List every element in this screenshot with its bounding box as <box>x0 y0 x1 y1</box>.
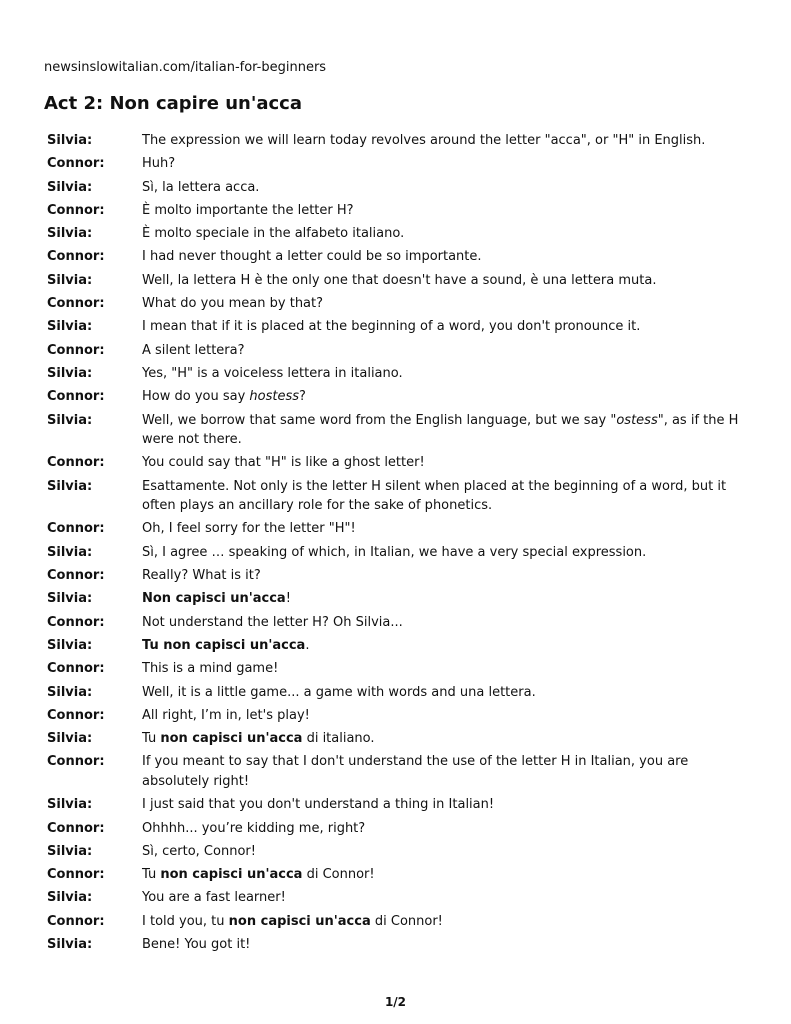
dialogue-table <box>44 131 744 958</box>
line-text <box>142 224 744 244</box>
line-text <box>142 636 744 656</box>
line-text <box>142 683 744 703</box>
italic-word: hostess <box>249 389 300 405</box>
speaker-name: Silvia: <box>47 319 93 335</box>
speaker-name: Connor: <box>47 249 105 265</box>
dialogue-line <box>44 566 744 586</box>
line-text <box>142 613 744 633</box>
text-segment: I mean that if it is placed at the beginning of a word, you don't pronounce it. <box>142 319 641 335</box>
line-text <box>142 566 744 586</box>
dialogue-line <box>44 636 744 656</box>
line-text <box>142 364 744 384</box>
dialogue-line <box>44 224 744 244</box>
speaker-name: Connor: <box>47 455 105 471</box>
speaker-name: Silvia: <box>47 843 93 859</box>
line-text <box>142 294 744 314</box>
text-segment: This is a mind game! <box>142 661 279 677</box>
text-segment: Sì, certo, Connor! <box>142 843 256 859</box>
text-segment: Esattamente. Not only is the letter H silent when placed at the beginning of a word, but it often plays an ancillary role for the sake of phonetics. <box>142 478 727 514</box>
dialogue-line <box>44 729 744 749</box>
line-text <box>142 935 744 955</box>
line-text <box>142 659 744 679</box>
dialogue-line <box>44 477 744 516</box>
dialogue-line <box>44 411 744 450</box>
line-text <box>142 411 744 450</box>
text-segment: Well, it is a little game... a game with words and una lettera. <box>142 684 536 700</box>
dialogue-line <box>44 842 744 862</box>
text-segment: A silent lettera? <box>142 342 245 358</box>
text-segment: I just said that you don't understand a thing in Italian! <box>142 797 495 813</box>
speaker-name: Silvia: <box>47 412 93 428</box>
dialogue-line <box>44 706 744 726</box>
line-text <box>142 178 744 198</box>
line-text <box>142 477 744 516</box>
text-segment: What do you mean by that? <box>142 296 324 312</box>
dialogue-line <box>44 341 744 361</box>
bold-expression: non capisci un'acca <box>160 867 303 883</box>
speaker-name: Connor: <box>47 820 105 836</box>
text-segment: Yes, "H" is a voiceless lettera in italiano. <box>142 365 403 381</box>
speaker-name: Connor: <box>47 614 105 630</box>
text-segment: ! <box>285 591 291 607</box>
speaker-name: Connor: <box>47 867 105 883</box>
dialogue-line <box>44 888 744 908</box>
speaker-name: Silvia: <box>47 797 93 813</box>
text-segment: di Connor! <box>370 913 443 929</box>
speaker-name: Silvia: <box>47 591 93 607</box>
text-segment: The expression we will learn today revolves around the letter "acca", or "H" in English. <box>142 133 706 148</box>
text-segment: Well, la lettera H è the only one that doesn't have a sound, è una lettera muta. <box>142 272 657 288</box>
speaker-name: Connor: <box>47 707 105 723</box>
dialogue-line <box>44 387 744 407</box>
text-segment: All right, I’m in, let's play! <box>142 707 310 723</box>
speaker-name: Connor: <box>47 389 105 405</box>
dialogue-line <box>44 819 744 839</box>
line-text <box>142 819 744 839</box>
dialogue-line <box>44 271 744 291</box>
dialogue-line <box>44 589 744 609</box>
line-text <box>142 271 744 291</box>
text-segment: You could say that "H" is like a ghost letter! <box>142 455 425 471</box>
dialogue-line <box>44 453 744 473</box>
line-text <box>142 341 744 361</box>
line-text <box>142 729 744 749</box>
line-text <box>142 865 744 885</box>
dialogue-line <box>44 519 744 539</box>
text-segment: How do you say <box>142 389 250 405</box>
speaker-name: Silvia: <box>47 637 93 653</box>
speaker-name: Connor: <box>47 754 105 770</box>
line-text <box>142 589 744 609</box>
text-segment: Well, we borrow that same word from the English language, but we say " <box>142 412 617 428</box>
page-number: 1/2 <box>384 995 407 1009</box>
line-text <box>142 453 744 473</box>
speaker-name: Silvia: <box>47 937 93 952</box>
line-text <box>142 317 744 337</box>
text-segment: Really? What is it? <box>142 568 261 584</box>
page-title: Act 2: Non capire un'acca <box>44 93 302 114</box>
bold-expression: non capisci un'acca <box>228 913 371 929</box>
text-segment: È molto importante the letter H? <box>142 202 354 218</box>
dialogue-line <box>44 364 744 384</box>
text-segment: Not understand the letter H? Oh Silvia... <box>142 614 403 630</box>
bold-expression: non capisci un'acca <box>160 731 303 747</box>
speaker-name: Silvia: <box>47 731 93 747</box>
text-segment: È molto speciale in the alfabeto italiano. <box>142 226 405 242</box>
dialogue-line <box>44 131 744 151</box>
speaker-name: Silvia: <box>47 890 93 906</box>
text-segment: . <box>305 637 310 653</box>
speaker-name: Connor: <box>47 156 105 172</box>
text-segment: Sì, I agree … speaking of which, in Italian, we have a very special expression. <box>142 544 647 560</box>
text-segment: di Connor! <box>302 867 375 883</box>
speaker-name: Silvia: <box>47 272 93 288</box>
dialogue-line <box>44 543 744 563</box>
line-text <box>142 795 744 815</box>
speaker-name: Connor: <box>47 661 105 677</box>
text-segment: Huh? <box>142 156 176 172</box>
text-segment: I told you, tu <box>142 913 229 929</box>
dialogue-line <box>44 752 744 791</box>
line-text <box>142 131 744 151</box>
line-text <box>142 154 744 174</box>
line-text <box>142 752 744 791</box>
dialogue-line <box>44 912 744 932</box>
speaker-name: Connor: <box>47 342 105 358</box>
line-text <box>142 888 744 908</box>
dialogue-line <box>44 154 744 174</box>
italic-word: ostess <box>616 412 658 428</box>
dialogue-line <box>44 683 744 703</box>
text-segment: Sì, la lettera acca. <box>142 179 260 195</box>
dialogue-line <box>44 294 744 314</box>
line-text <box>142 912 744 932</box>
text-segment: di italiano. <box>302 731 375 747</box>
text-segment: Bene! You got it! <box>142 937 251 952</box>
dialogue-line <box>44 659 744 679</box>
speaker-name: Silvia: <box>47 365 93 381</box>
speaker-name: Silvia: <box>47 179 93 195</box>
dialogue-line <box>44 613 744 633</box>
line-text <box>142 519 744 539</box>
dialogue-line <box>44 201 744 221</box>
text-segment: You are a fast learner! <box>142 890 286 906</box>
line-text <box>142 387 744 407</box>
text-segment: Ohhhh... you’re kidding me, right? <box>142 820 366 836</box>
speaker-name: Silvia: <box>47 226 93 242</box>
speaker-name: Connor: <box>47 202 105 218</box>
dialogue-line <box>44 795 744 815</box>
speaker-name: Connor: <box>47 568 105 584</box>
text-segment: I had never thought a letter could be so importante. <box>142 249 482 265</box>
text-segment: Oh, I feel sorry for the letter "H"! <box>142 521 356 537</box>
line-text <box>142 842 744 862</box>
speaker-name: Silvia: <box>47 684 93 700</box>
bold-expression: Non capisci un'acca <box>142 591 286 607</box>
text-segment: Tu <box>142 731 161 747</box>
line-text <box>142 543 744 563</box>
text-segment: ? <box>299 389 306 405</box>
speaker-name: Silvia: <box>47 133 93 148</box>
line-text <box>142 706 744 726</box>
text-segment: ", as if the H were not there. <box>142 412 739 448</box>
dialogue-line <box>44 247 744 267</box>
line-text <box>142 247 744 267</box>
dialogue-line <box>44 865 744 885</box>
dialogue-line <box>44 317 744 337</box>
dialogue-line <box>44 935 744 955</box>
speaker-name: Connor: <box>47 521 105 537</box>
text-segment: If you meant to say that I don't understand the use of the letter H in Italian, you are absolutely right! <box>142 754 689 789</box>
text-segment: Tu <box>142 867 161 883</box>
speaker-name: Silvia: <box>47 544 93 560</box>
source-url: newsinslowitalian.com/italian-for-beginners <box>44 60 327 75</box>
bold-expression: Tu non capisci un'acca <box>142 637 306 653</box>
speaker-name: Connor: <box>47 913 105 929</box>
line-text <box>142 201 744 221</box>
speaker-name: Connor: <box>47 296 105 312</box>
speaker-name: Silvia: <box>47 478 93 494</box>
dialogue-line <box>44 178 744 198</box>
